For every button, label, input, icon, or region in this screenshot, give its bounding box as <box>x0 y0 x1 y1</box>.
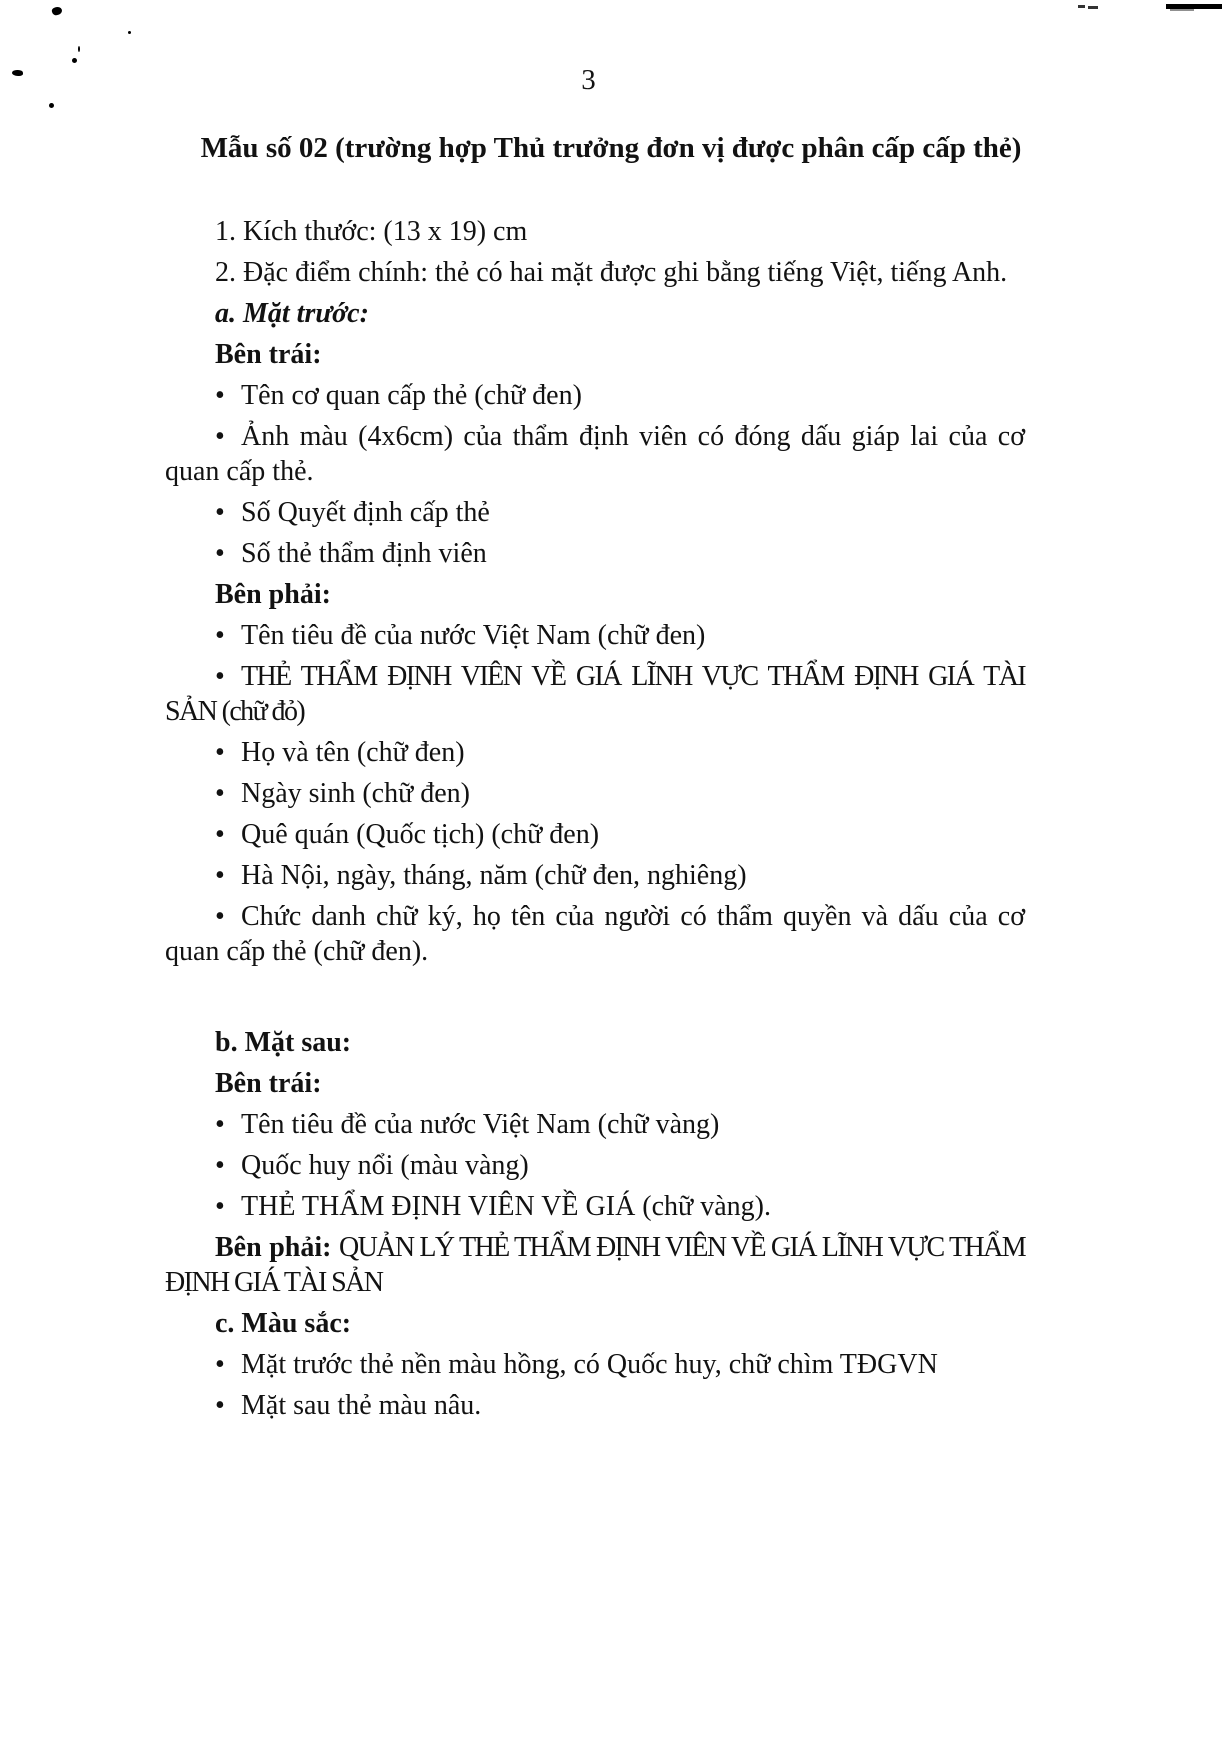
list-item <box>165 1388 1025 1423</box>
bullet-icon: • <box>215 737 225 768</box>
list-item <box>165 817 1025 852</box>
bullet-icon: • <box>215 819 225 850</box>
list-item-text: Số Quyết định cấp thẻ <box>241 497 490 528</box>
list-item <box>165 1148 1025 1183</box>
bullet-icon: • <box>215 497 225 528</box>
bullet-icon: • <box>215 661 225 692</box>
bullet-icon: • <box>215 778 225 809</box>
list-item <box>165 659 1025 729</box>
list-item <box>165 495 1025 530</box>
scan-mark <box>1078 5 1085 8</box>
section-header-right: Bên phải: <box>215 579 331 610</box>
scan-speck <box>72 58 77 63</box>
list-item <box>165 1107 1025 1142</box>
list-item-text: Quốc huy nổi (màu vàng) <box>241 1150 529 1181</box>
list-item <box>165 858 1025 893</box>
section-header-back-side: b. Mặt sau: <box>215 1027 352 1058</box>
bullet-icon: • <box>215 538 225 569</box>
document-body <box>165 214 1025 1423</box>
labeled-paragraph <box>165 1230 1025 1300</box>
list-item-text: Họ và tên (chữ đen) <box>241 737 465 768</box>
bullet-icon: • <box>215 1349 225 1380</box>
section-header-front-side: a. Mặt trước: <box>215 298 369 329</box>
section-header-right-inline: Bên phải: <box>215 1232 332 1263</box>
list-item <box>165 735 1025 770</box>
scan-speck <box>49 103 54 108</box>
bullet-icon: • <box>215 1150 225 1181</box>
list-item-text: Tên tiêu đề của nước Việt Nam (chữ vàng) <box>241 1109 720 1140</box>
scan-speck <box>78 46 80 52</box>
list-item-text: Ảnh màu (4x6cm) của thẩm định viên có đóng dấu giáp lai của cơ quan cấp thẻ. <box>165 421 1025 487</box>
page-number: 3 <box>581 64 596 96</box>
scan-mark <box>1088 6 1098 9</box>
scan-speck <box>12 70 23 76</box>
list-item <box>165 1347 1025 1382</box>
bullet-icon: • <box>215 380 225 411</box>
list-item <box>165 419 1025 489</box>
bullet-icon: • <box>215 1390 225 1421</box>
list-item <box>165 378 1025 413</box>
bullet-icon: • <box>215 620 225 651</box>
bullet-icon: • <box>215 1109 225 1140</box>
list-item-text: THẺ THẨM ĐỊNH VIÊN VỀ GIÁ LĨNH VỰC THẨM ĐỊNH GIÁ TÀI SẢN (chữ đỏ) <box>165 661 1025 727</box>
list-item-text: Tên tiêu đề của nước Việt Nam (chữ đen) <box>241 620 706 651</box>
list-item-text: Mặt trước thẻ nền màu hồng, có Quốc huy, chữ chìm TĐGVN <box>241 1349 938 1380</box>
doc-title: Mẫu số 02 (trường hợp Thủ trưởng đơn vị được phân cấp cấp thẻ) <box>200 132 1022 164</box>
list-item <box>165 618 1025 653</box>
list-item <box>165 776 1025 811</box>
paragraph-text: QUẢN LÝ THẺ THẨM ĐỊNH VIÊN VỀ GIÁ LĨNH VỰC THẨM ĐỊNH GIÁ TÀI SẢN <box>165 1232 1025 1298</box>
section-header-left: Bên trái: <box>215 339 322 370</box>
scan-edge-line <box>1170 9 1194 11</box>
list-item-text: THẺ THẨM ĐỊNH VIÊN VỀ GIÁ (chữ vàng). <box>241 1191 771 1222</box>
list-item-text: Chức danh chữ ký, họ tên của người có thẩm quyền và dấu của cơ quan cấp thẻ (chữ đen). <box>165 901 1025 967</box>
list-item-text: Số thẻ thẩm định viên <box>241 538 487 569</box>
scan-speck <box>51 6 63 17</box>
bullet-icon: • <box>215 1191 225 1222</box>
bullet-icon: • <box>215 421 225 452</box>
list-item-text: Tên cơ quan cấp thẻ (chữ đen) <box>241 380 582 411</box>
list-item-text: Mặt sau thẻ màu nâu. <box>241 1390 482 1421</box>
scan-speck <box>128 31 131 34</box>
bullet-icon: • <box>215 860 225 891</box>
section-header-color: c. Màu sắc: <box>215 1308 352 1339</box>
list-item-text: Hà Nội, ngày, tháng, năm (chữ đen, nghiêng) <box>241 860 747 891</box>
list-item-text: Ngày sinh (chữ đen) <box>241 778 471 809</box>
numbered-item: 2. Đặc điểm chính: thẻ có hai mặt được ghi bằng tiếng Việt, tiếng Anh. <box>215 257 1008 288</box>
list-item-text: Quê quán (Quốc tịch) (chữ đen) <box>241 819 600 850</box>
list-item <box>165 899 1025 969</box>
bullet-icon: • <box>215 901 225 932</box>
list-item <box>165 536 1025 571</box>
numbered-item: 1. Kích thước: (13 x 19) cm <box>215 216 528 247</box>
list-item <box>165 1189 1025 1224</box>
section-header-left: Bên trái: <box>215 1068 322 1099</box>
